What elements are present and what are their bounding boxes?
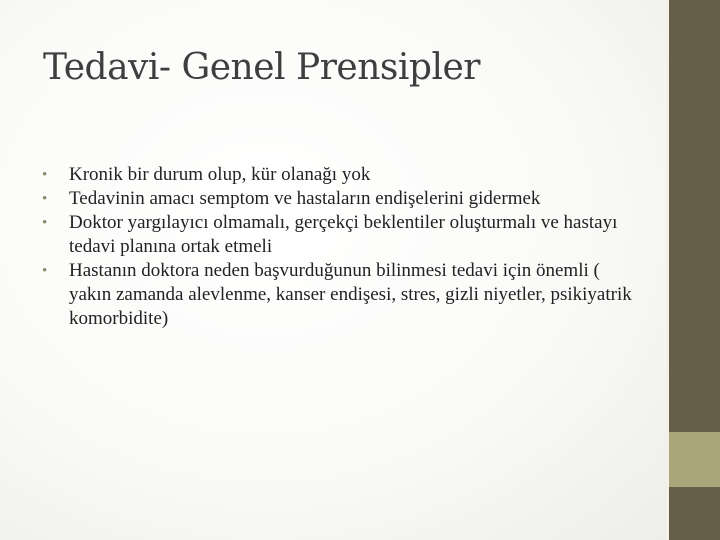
bullet-text: Hastanın doktora neden başvurduğunun bilinmesi tedavi için önemli ( yakın zamanda alevlenme, kanser endişesi, stres, gizli niyetler, psikiyatrik komorbidite) bbox=[69, 260, 632, 329]
bullet-icon: • bbox=[42, 167, 48, 183]
bullet-icon: • bbox=[42, 191, 48, 207]
bullet-item bbox=[42, 163, 642, 187]
sidebar-accent-block bbox=[669, 432, 720, 487]
bullet-text: Tedavinin amacı semptom ve hastaların endişelerini gidermek bbox=[69, 188, 541, 209]
bullet-item bbox=[42, 211, 642, 259]
bullet-icon: • bbox=[42, 263, 48, 279]
bullet-text: Doktor yargılayıcı olmamalı, gerçekçi beklentiler oluşturmalı ve hastayı tedavi planına ortak etmeli bbox=[69, 212, 618, 257]
slide-title: Tedavi- Genel Prensipler bbox=[43, 47, 480, 88]
bullet-item bbox=[42, 259, 642, 331]
bullet-list bbox=[42, 163, 642, 331]
bullet-text: Kronik bir durum olup, kür olanağı yok bbox=[69, 164, 371, 185]
bullet-icon: • bbox=[42, 215, 48, 231]
bullet-item bbox=[42, 187, 642, 211]
